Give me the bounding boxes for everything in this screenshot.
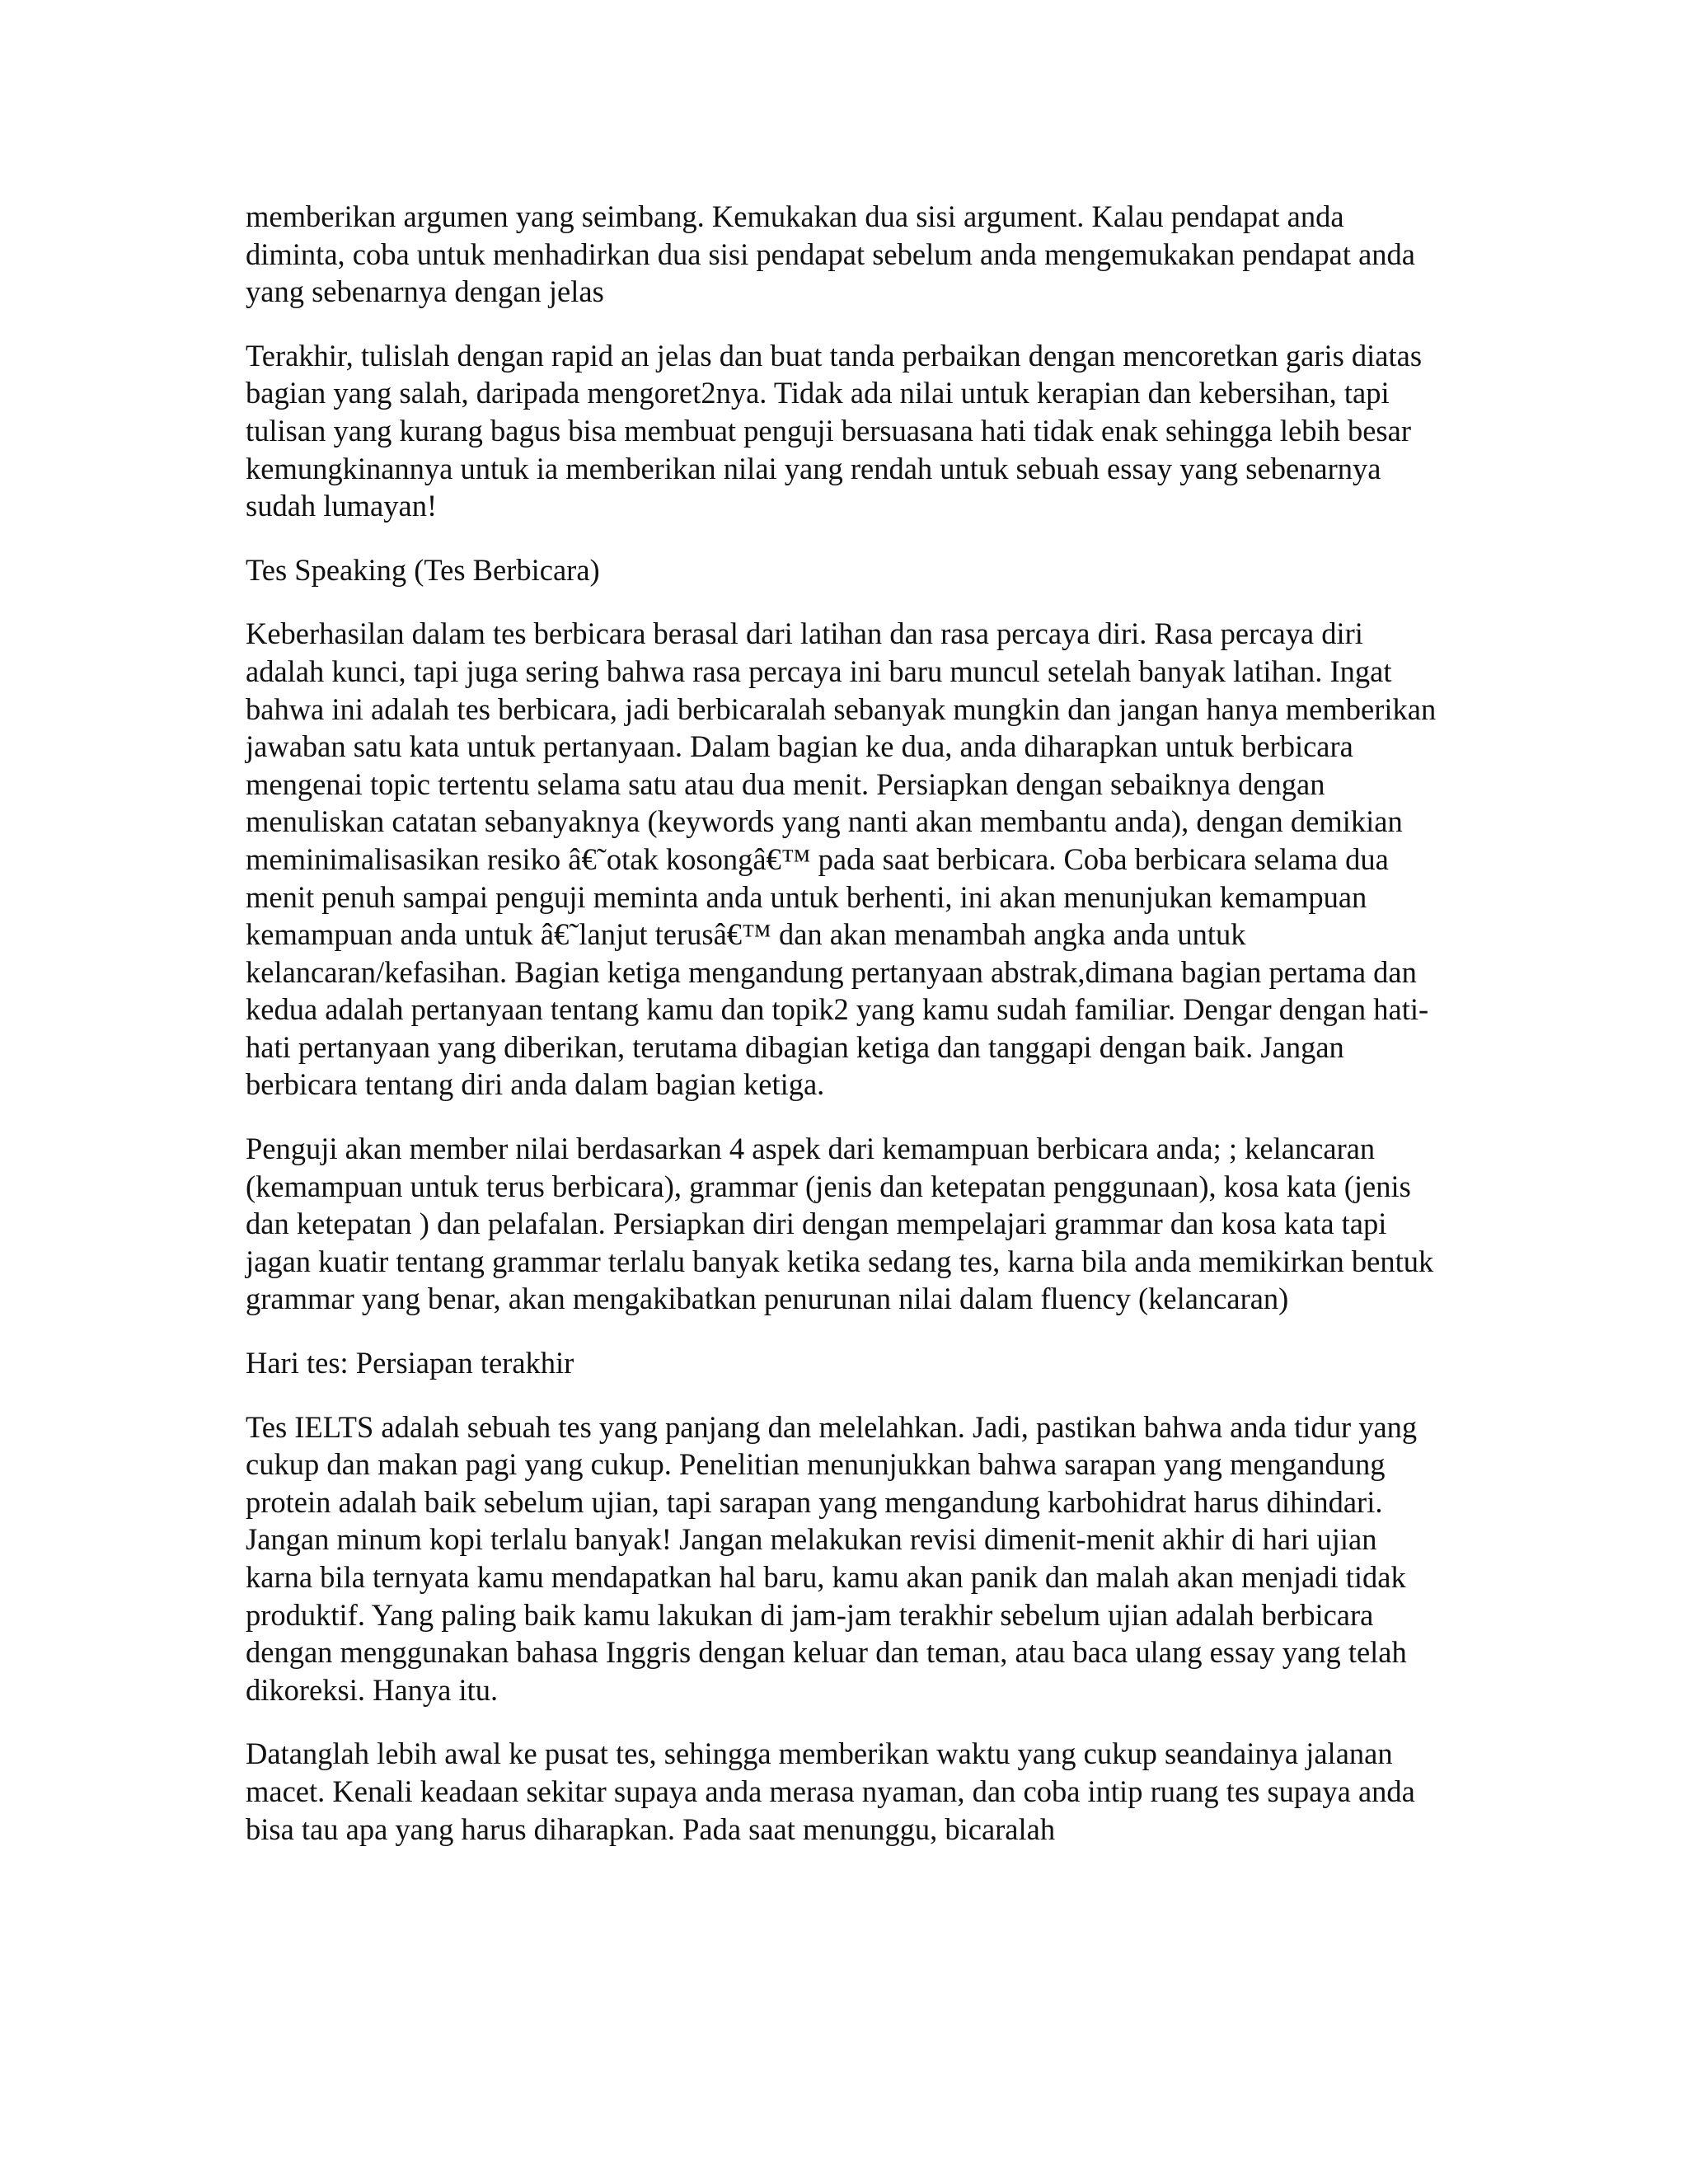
paragraph-writing-neatness: Terakhir, tulislah dengan rapid an jelas dan buat tanda perbaikan dengan mencoretkan garis diatas bagian yang salah, daripada mengoret2nya. Tidak ada nilai untuk kerapian dan kebersihan, tapi tulisan yang kurang bagus bisa membuat penguji bersuasana hati tidak enak sehingga lebih besar kemungkinannya untuk ia memberikan nilai yang rendah untuk sebuah essay yang sebenarnya sudah lumayan! (246, 338, 1423, 523)
paragraph-writing-balance: memberikan argumen yang seimbang. Kemukakan dua sisi argument. Kalau pendapat anda diminta, coba untuk menhadirkan dua sisi pendapat sebelum anda mengemukakan pendapat anda yang sebenarnya dengan jelas (246, 199, 1415, 309)
paragraph-arrive-early: Datanglah lebih awal ke pusat tes, sehingga memberikan waktu yang cukup seandainya jalanan macet. Kenali keadaan sekitar supaya anda merasa nyaman, dan coba intip ruang tes supaya anda bisa tau apa yang harus diharapkan. Pada saat menunggu, bicaralah (246, 1736, 1415, 1846)
paragraph-speaking-criteria: Penguji akan member nilai berdasarkan 4 aspek dari kemampuan berbicara anda; ; kelancaran (kemampuan untuk terus berbicara), grammar (jenis dan ketepatan penggunaan), kosa kata (jenis dan ketepatan ) dan pelafalan. Persiapkan diri dengan mempelajari grammar dan kosa kata tapi jagan kuatir tentang grammar terlalu banyak ketika sedang tes, karna bila anda memikirkan bentuk grammar yang benar, akan mengakibatkan penurunan nilai dalam fluency (kelancaran) (246, 1132, 1434, 1316)
paragraph-test-day-preparation: Tes IELTS adalah sebuah tes yang panjang dan melelahkan. Jadi, pastikan bahwa anda tidur yang cukup dan makan pagi yang cukup. Penelitian menunjukkan bahwa sarapan yang mengandung protein adalah baik sebelum ujian, tapi sarapan yang mengandung karbohidrat harus dihindari. Jangan minum kopi terlalu banyak! Jangan melakukan revisi dimenit-menit akhir di hari ujian karna bila ternyata kamu mendapatkan hal baru, kamu akan panik dan malah akan menjadi tidak produktif. Yang paling baik kamu lakukan di jam-jam terakhir sebelum ujian adalah berbicara dengan menggunakan bahasa Inggris dengan keluar dan teman, atau baca ulang essay yang telah dikoreksi. Hanya itu. (246, 1409, 1418, 1707)
document-body (246, 198, 1441, 1874)
paragraph-speaking-practice: Keberhasilan dalam tes berbicara berasal dari latihan dan rasa percaya diri. Rasa percaya diri adalah kunci, tapi juga sering bahwa rasa percaya ini baru muncul setelah banyak latihan. Ingat bahwa ini adalah tes berbicara, jadi berbicaralah sebanyak mungkin dan jangan hanya memberikan jawaban satu kata untuk pertanyaan. Dalam bagian ke dua, anda diharapkan untuk berbicara mengenai topic tertentu selama satu atau dua menit. Persiapkan dengan sebaiknya dengan menuliskan catatan sebanyaknya (keywords yang nanti akan membantu anda), dengan demikian meminimalisasikan resiko â€˜otak kosongâ€™ pada saat berbicara. Coba berbicara selama dua menit penuh sampai penguji meminta anda untuk berhenti, ini akan menunjukan kemampuan kemampuan anda untuk â€˜lanjut terusâ€™ dan akan menambah angka anda untuk kelancaran/kefasihan. Bagian ketiga mengandung pertanyaan abstrak,dimana bagian pertama dan kedua adalah pertanyaan tentang kamu dan topik2 yang kamu sudah familiar. Dengar dengan hati-hati pertanyaan yang diberikan, terutama dibagian ketiga dan tanggapi dengan baik. Jangan berbicara tentang diri anda dalam bagian ketiga. (246, 616, 1437, 1102)
heading-test-day: Hari tes: Persiapan terakhir (246, 1346, 574, 1380)
heading-speaking-test: Tes Speaking (Tes Berbicara) (246, 552, 600, 587)
